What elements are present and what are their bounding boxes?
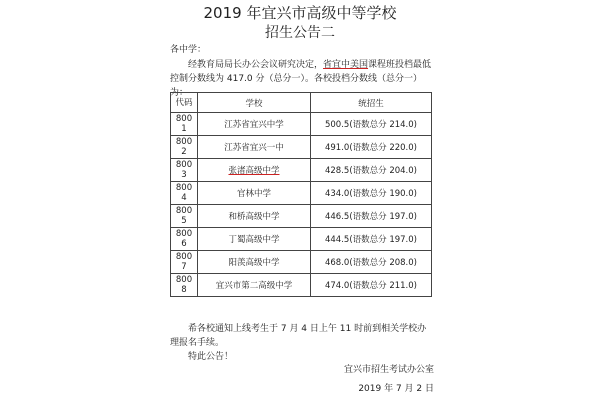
school-cell: 官林中学: [198, 182, 311, 205]
table-row: [171, 205, 432, 228]
code-bottom: 5: [181, 216, 187, 226]
school-name: 张渚高级中学: [228, 166, 280, 176]
signer: 宜兴市招生考试办公室: [343, 365, 434, 375]
code-top: 800: [175, 114, 193, 124]
table-row: [171, 159, 432, 182]
code-top: 800: [175, 183, 193, 193]
score-cell: 474.0(语数总分 211.0): [311, 274, 432, 297]
code-bottom: 2: [181, 147, 187, 157]
code-cell: [171, 205, 198, 228]
code-top: 800: [175, 160, 193, 170]
table-row: [171, 182, 432, 205]
table-header-row: [171, 93, 432, 113]
score-cell: 444.5(语数总分 197.0): [311, 228, 432, 251]
code-cell: [171, 113, 198, 136]
school-cell: [198, 159, 311, 182]
code-bottom: 3: [181, 170, 187, 180]
table-row: [171, 113, 432, 136]
admission-score-table: [170, 92, 432, 297]
code-cell: [171, 251, 198, 274]
table-row: [171, 136, 432, 159]
code-top: 800: [175, 275, 193, 285]
code-bottom: 4: [181, 193, 187, 203]
code-cell: [171, 274, 198, 297]
code-cell: [171, 159, 198, 182]
code-top: 800: [175, 206, 193, 216]
school-cell: 阳羡高级中学: [198, 251, 311, 274]
school-cell: 江苏省宜兴一中: [198, 136, 311, 159]
header-score: 统招生: [311, 93, 432, 113]
table-row: [171, 228, 432, 251]
score-cell: 434.0(语数总分 190.0): [311, 182, 432, 205]
code-top: 800: [175, 252, 193, 262]
salutation: 各中学：: [170, 45, 207, 55]
notice-subtitle: 招生公告二: [265, 25, 335, 41]
code-top: 800: [175, 229, 193, 239]
closing-paragraph: 希各校通知上线考生于 7 月 4 日上午 11 时前到相关学校办理报名手续。: [170, 324, 427, 348]
score-cell: 468.0(语数总分 208.0): [311, 251, 432, 274]
school-cell: 宜兴市第二高级中学: [198, 274, 311, 297]
code-bottom: 6: [181, 239, 187, 249]
intro-highlight: 省宜中美国: [323, 60, 369, 70]
issue-date: 2019 年 7 月 2 日: [358, 384, 434, 394]
code-cell: [171, 228, 198, 251]
special-notice: 特此公告！: [188, 352, 234, 362]
score-cell: 428.5(语数总分 204.0): [311, 159, 432, 182]
intro-after: 课程班投档最低控制分数线为 417.0 分（总分一）。各校投档分数线（总分一）为：: [170, 60, 432, 98]
school-cell: 和桥高级中学: [198, 205, 311, 228]
code-bottom: 8: [181, 285, 187, 295]
notice-title: 2019 年宜兴市高级中等学校: [203, 4, 397, 22]
score-cell: 491.0(语数总分 220.0): [311, 136, 432, 159]
code-top: 800: [175, 137, 193, 147]
school-cell: 江苏省宜兴中学: [198, 113, 311, 136]
header-code: 代码: [171, 93, 198, 113]
score-cell: 446.5(语数总分 197.0): [311, 205, 432, 228]
school-cell: 丁蜀高级中学: [198, 228, 311, 251]
table-row: [171, 251, 432, 274]
table-row: [171, 274, 432, 297]
code-bottom: 1: [181, 124, 187, 134]
intro-before: 经教育局局长办公会议研究决定，: [188, 60, 324, 70]
header-school: 学校: [198, 93, 311, 113]
code-cell: [171, 182, 198, 205]
score-cell: 500.5(语数总分 214.0): [311, 113, 432, 136]
code-cell: [171, 136, 198, 159]
code-bottom: 7: [181, 262, 187, 272]
